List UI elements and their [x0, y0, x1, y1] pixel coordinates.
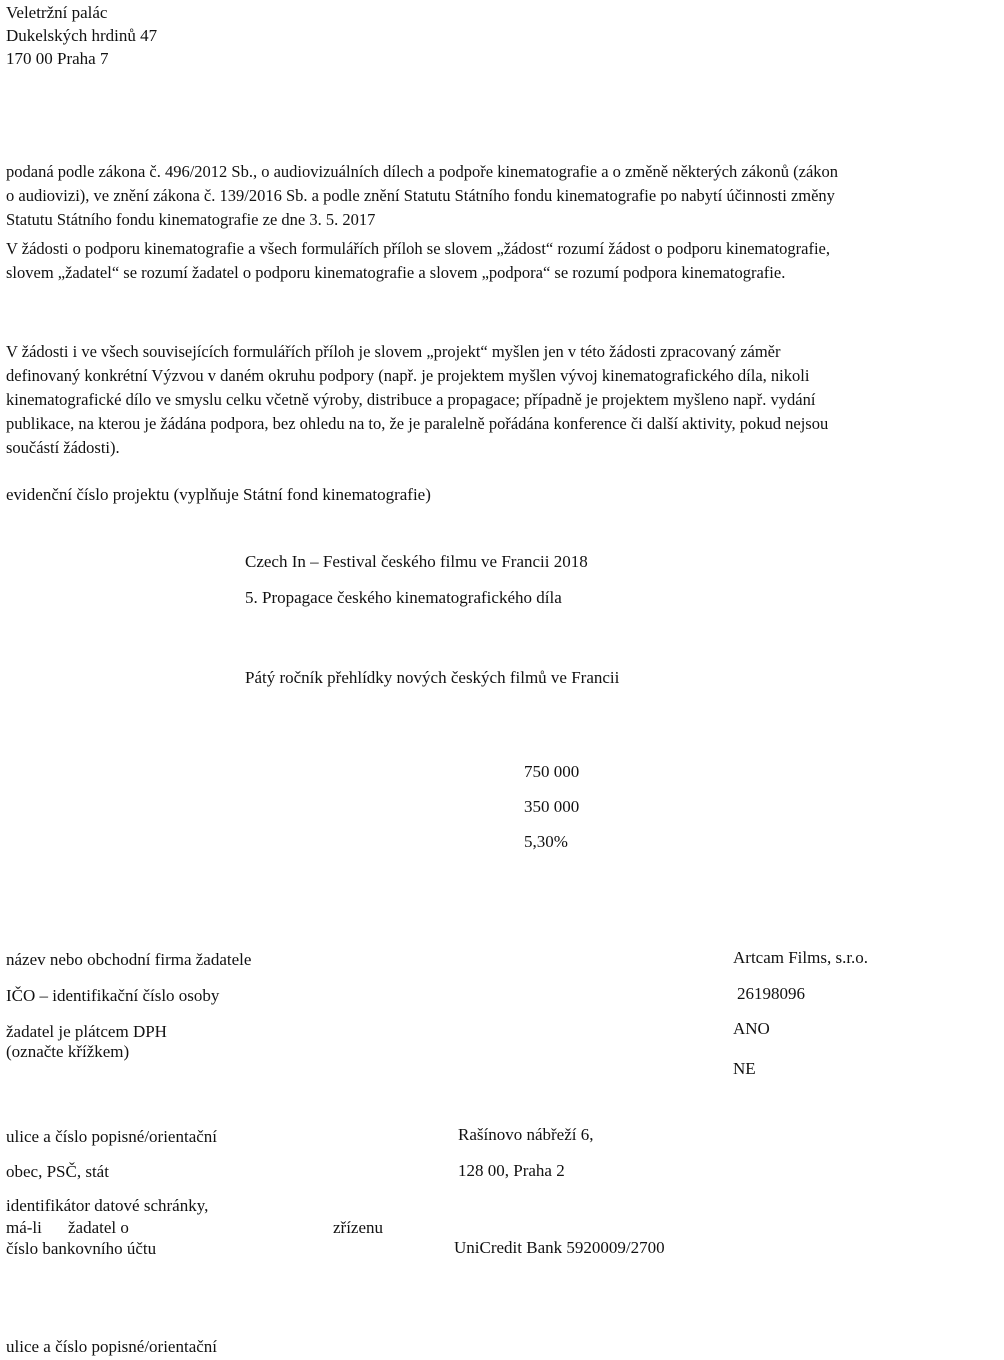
vat-yes-option: ANO — [733, 1019, 770, 1038]
vat-no-option: NE — [733, 1059, 756, 1078]
definitions-line: V žádosti i ve všech souvisejících formulářích příloh je slovem „projekt“ myšlen jen v této žádosti zpracovaný záměr — [6, 342, 781, 361]
street-label: ulice a číslo popisné/orientační — [6, 1127, 218, 1146]
definitions-line: kinematografické dílo ve smyslu celku včetně výroby, distribuce a propagace; případně je projektem myšleno např. vydání — [6, 390, 816, 409]
databox-label-part-3: zřízenu — [333, 1218, 384, 1237]
applicant-name-label: název nebo obchodní firma žadatele — [6, 950, 252, 969]
applicant-name-value: Artcam Films, s.r.o. — [733, 948, 869, 967]
intro-line: podaná podle zákona č. 496/2012 Sb., o audiovizuálních dílech a podpoře kinematografie a o změně některých zákonů (zákon — [6, 162, 839, 181]
intro-paragraph — [6, 160, 1000, 232]
bank-account-label: číslo bankovního účtu — [6, 1239, 157, 1258]
intro-line: Statutu Státního fondu kinematografie ze dne 3. 5. 2017 — [6, 210, 376, 229]
bank-account-value: UniCredit Bank 5920009/2700 — [454, 1238, 665, 1257]
vat-payer-label: žadatel je plátcem DPH — [6, 1022, 167, 1041]
intro-line: o audiovizi), ve znění zákona č. 139/2016 Sb. a podle znění Statutu Státního fondu kinematografie po nabytí účinnosti změny — [6, 186, 835, 205]
evidence-number-label: evidenční číslo projektu (vyplňuje Státní fond kinematografie) — [6, 485, 431, 504]
requested-amount-value: 350 000 — [524, 797, 580, 816]
project-name-value: Czech In – Festival českého filmu ve Francii 2018 — [245, 552, 588, 571]
applicant-ico-value: 26198096 — [737, 984, 805, 1003]
definitions-line: publikace, na kterou je žádána podpora, bez ohledu na to, že je paralelně pořádána konference či další aktivity, pokud nejsou — [6, 414, 829, 433]
city-label: obec, PSČ, stát — [6, 1162, 109, 1181]
project-area-value: 5. Propagace českého kinematografického díla — [245, 588, 562, 607]
address-line-1: Veletržní palác — [6, 3, 108, 22]
total-budget-value: 750 000 — [524, 762, 580, 781]
definitions-paragraph-2 — [6, 340, 1000, 460]
footer-street-label: ulice a číslo popisné/orientační — [6, 1337, 218, 1356]
databox-label-part-2: žadatel o — [68, 1218, 129, 1237]
street-value: Rašínovo nábřeží 6, — [458, 1125, 594, 1144]
definitions-paragraph-1 — [6, 237, 1000, 285]
address-line-2: Dukelských hrdinů 47 — [6, 26, 158, 45]
definitions-line: součástí žádosti). — [6, 438, 120, 457]
definitions-line: definovaný konkrétní Výzvou v daném okruhu podpory (např. je projektem myšlen vývoj kinematografického díla, nikoli — [6, 366, 810, 385]
vat-payer-hint: (označte křížkem) — [6, 1042, 130, 1061]
definitions-line: slovem „žadatel“ se rozumí žadatel o podporu kinematografie a slovem „podpora“ se rozumí podpora kinematografie. — [6, 263, 786, 282]
city-value: 128 00, Praha 2 — [458, 1161, 565, 1180]
address-line-3: 170 00 Praha 7 — [6, 49, 109, 68]
definitions-line: V žádosti o podporu kinematografie a všech formulářích příloh se slovem „žádost“ rozumí žádost o podporu kinematografie, — [6, 239, 830, 258]
databox-label-part-1: má-li — [6, 1218, 42, 1237]
project-description-value: Pátý ročník přehlídky nových českých filmů ve Francii — [245, 668, 620, 687]
support-share-value: 5,30% — [524, 832, 568, 851]
applicant-ico-label: IČO – identifikační číslo osoby — [6, 986, 220, 1005]
databox-label: identifikátor datové schránky, — [6, 1196, 209, 1215]
